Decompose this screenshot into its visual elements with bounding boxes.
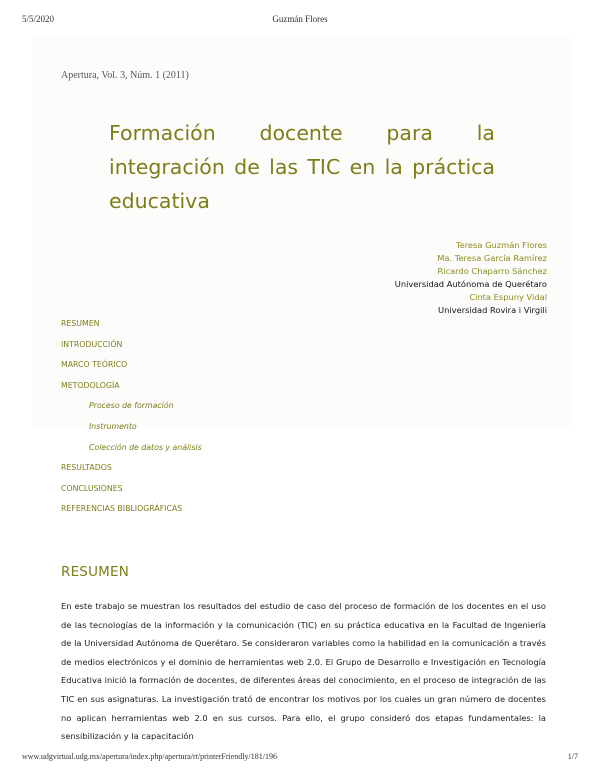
section-heading-resumen: RESUMEN <box>61 564 130 580</box>
page-number: 1/7 <box>567 752 578 761</box>
author-list <box>287 239 547 317</box>
article-title: Formación docente para la integración de las TIC en la práctica educativa <box>109 121 495 213</box>
resumen-paragraph: En este trabajo se muestran los resultados del estudio de caso del proceso de formación de los docentes en el uso de las tecnologías de la información y la comunicación (TIC) en su práctica educativa en la Facultad de Ingeniería de la Universidad Autónoma de Querétaro. Se consideraron variables como la habilidad en la comunicación a través de medios electrónicos y el dominio de herramientas web 2.0. El Grupo de Desarrollo e Investigación en Tecnología Educativa inició la formación de docentes, de diferentes áreas del conocimiento, en el proceso de integración de las TIC en sus asignaturas. La investigación trató de encontrar los motivos por los cuales un gran número de docentes no aplican herramientas web 2.0 en sus cursos. Para ello, el grupo consideró dos etapas fundamentales: la sensibilización y la capacitación <box>61 601 546 742</box>
author-affiliation: Universidad Autónoma de Querétaro <box>394 279 547 289</box>
journal-citation: Apertura, Vol. 3, Núm. 1 (2011) <box>61 70 189 81</box>
toc-link-introduccion[interactable]: INTRODUCCIÓN <box>61 339 123 349</box>
print-date: 5/5/2020 <box>22 14 55 24</box>
toc-link-conclusiones[interactable]: CONCLUSIONES <box>61 483 123 493</box>
print-url: www.udgvirtual.udg.mx/apertura/index.php/apertura/rt/printerFriendly/181/196 <box>22 752 277 761</box>
author-affiliation: Universidad Rovira i Virgili <box>438 305 547 315</box>
print-header <box>22 14 578 28</box>
toc-link-referencias[interactable]: REFERENCIAS BIBLIOGRÁFICAS <box>61 504 183 514</box>
toc-link-instrumento[interactable]: Instrumento <box>89 421 137 431</box>
toc-link-marco-teorico[interactable]: MARCO TEÓRICO <box>61 360 128 370</box>
author-name: Ma. Teresa García Ramírez <box>437 253 547 263</box>
toc-link-resultados[interactable]: RESULTADOS <box>61 463 112 473</box>
table-of-contents <box>61 318 361 524</box>
print-author: Guzmán Flores <box>272 14 328 24</box>
author-name: Teresa Guzmán Flores <box>455 240 547 250</box>
author-name: Ricardo Chaparro Sánchez <box>437 266 547 276</box>
print-footer <box>22 752 578 766</box>
author-name: Cinta Espuny Vidal <box>469 292 547 302</box>
toc-link-resumen[interactable]: RESUMEN <box>61 319 100 328</box>
toc-link-coleccion-de-datos[interactable]: Colección de datos y análisis <box>89 442 202 452</box>
toc-link-metodologia[interactable]: METODOLOGÍA <box>61 380 120 390</box>
toc-link-proceso-de-formacion[interactable]: Proceso de formación <box>89 401 174 411</box>
